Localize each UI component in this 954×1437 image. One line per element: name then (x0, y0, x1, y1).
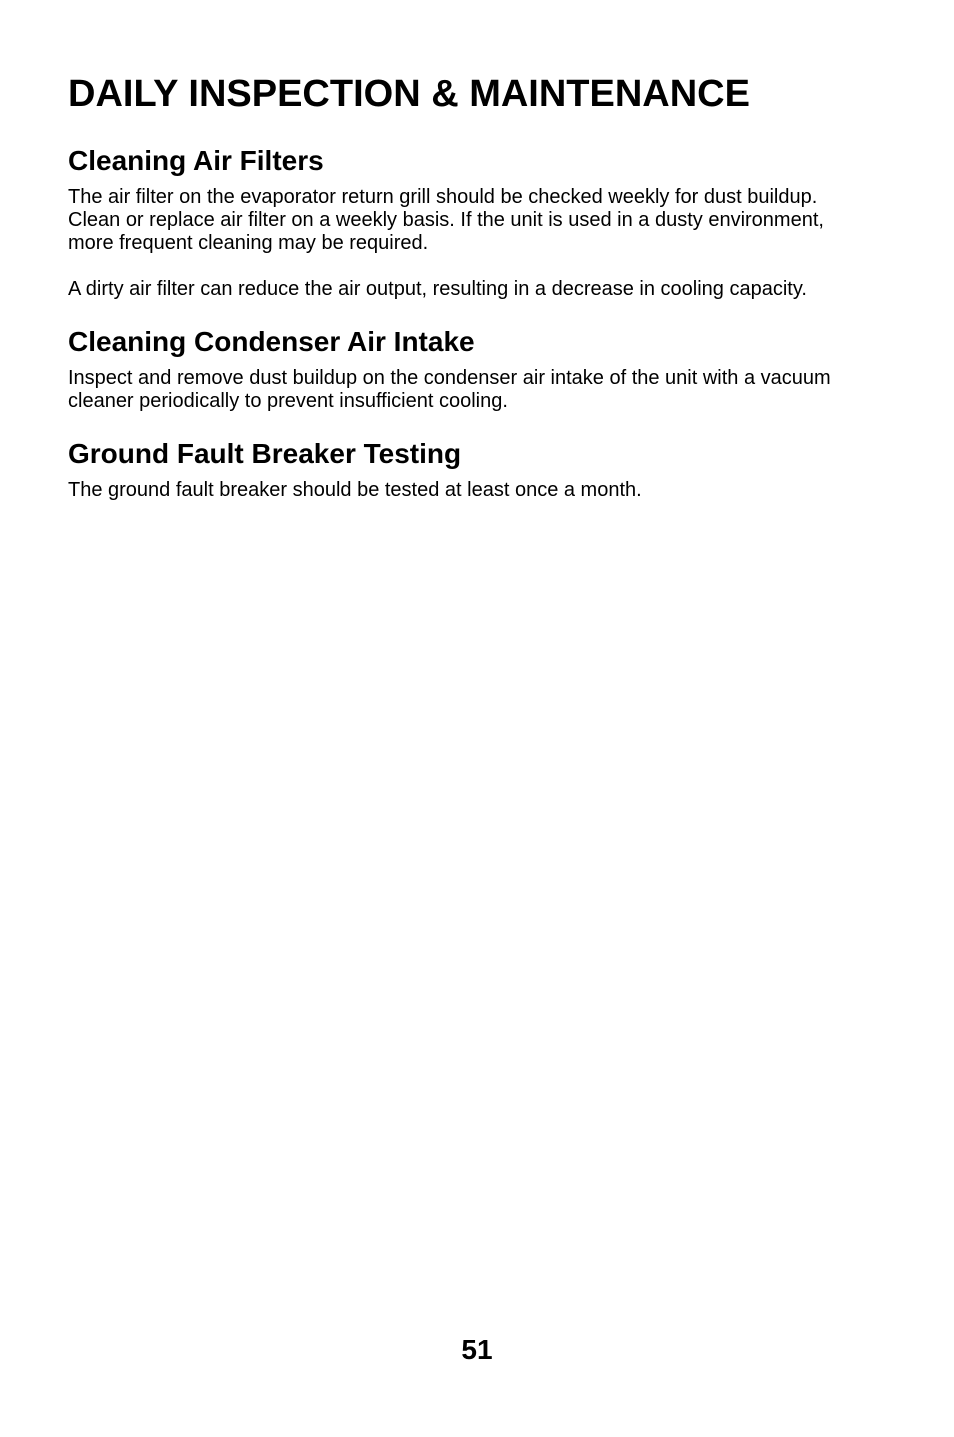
section-paragraph: Inspect and remove dust buildup on the condenser air intake of the unit with a vacuum cleaner periodically to prevent insufficient cooling. (68, 367, 831, 412)
section-cleaning-condenser-air-intake (68, 325, 868, 413)
section-cleaning-air-filters (68, 144, 868, 301)
section-ground-fault-breaker-testing (68, 437, 868, 502)
section-paragraph: A dirty air filter can reduce the air output, resulting in a decrease in cooling capacity. (68, 278, 807, 300)
page-number: 51 (461, 1334, 493, 1365)
section-paragraph: The air filter on the evaporator return grill should be checked weekly for dust buildup. (68, 186, 818, 208)
page-content (68, 70, 868, 502)
section-paragraph: The ground fault breaker should be tested at least once a month. (68, 479, 642, 501)
section-paragraph: Clean or replace air filter on a weekly basis. If the unit is used in a dusty environment, more frequent cleaning may be required. (68, 209, 824, 254)
page-title: DAILY INSPECTION & MAINTENANCE (68, 73, 750, 115)
section-heading: Cleaning Condenser Air Intake (68, 326, 475, 357)
section-heading: Cleaning Air Filters (68, 145, 324, 176)
section-heading: Ground Fault Breaker Testing (68, 438, 462, 469)
